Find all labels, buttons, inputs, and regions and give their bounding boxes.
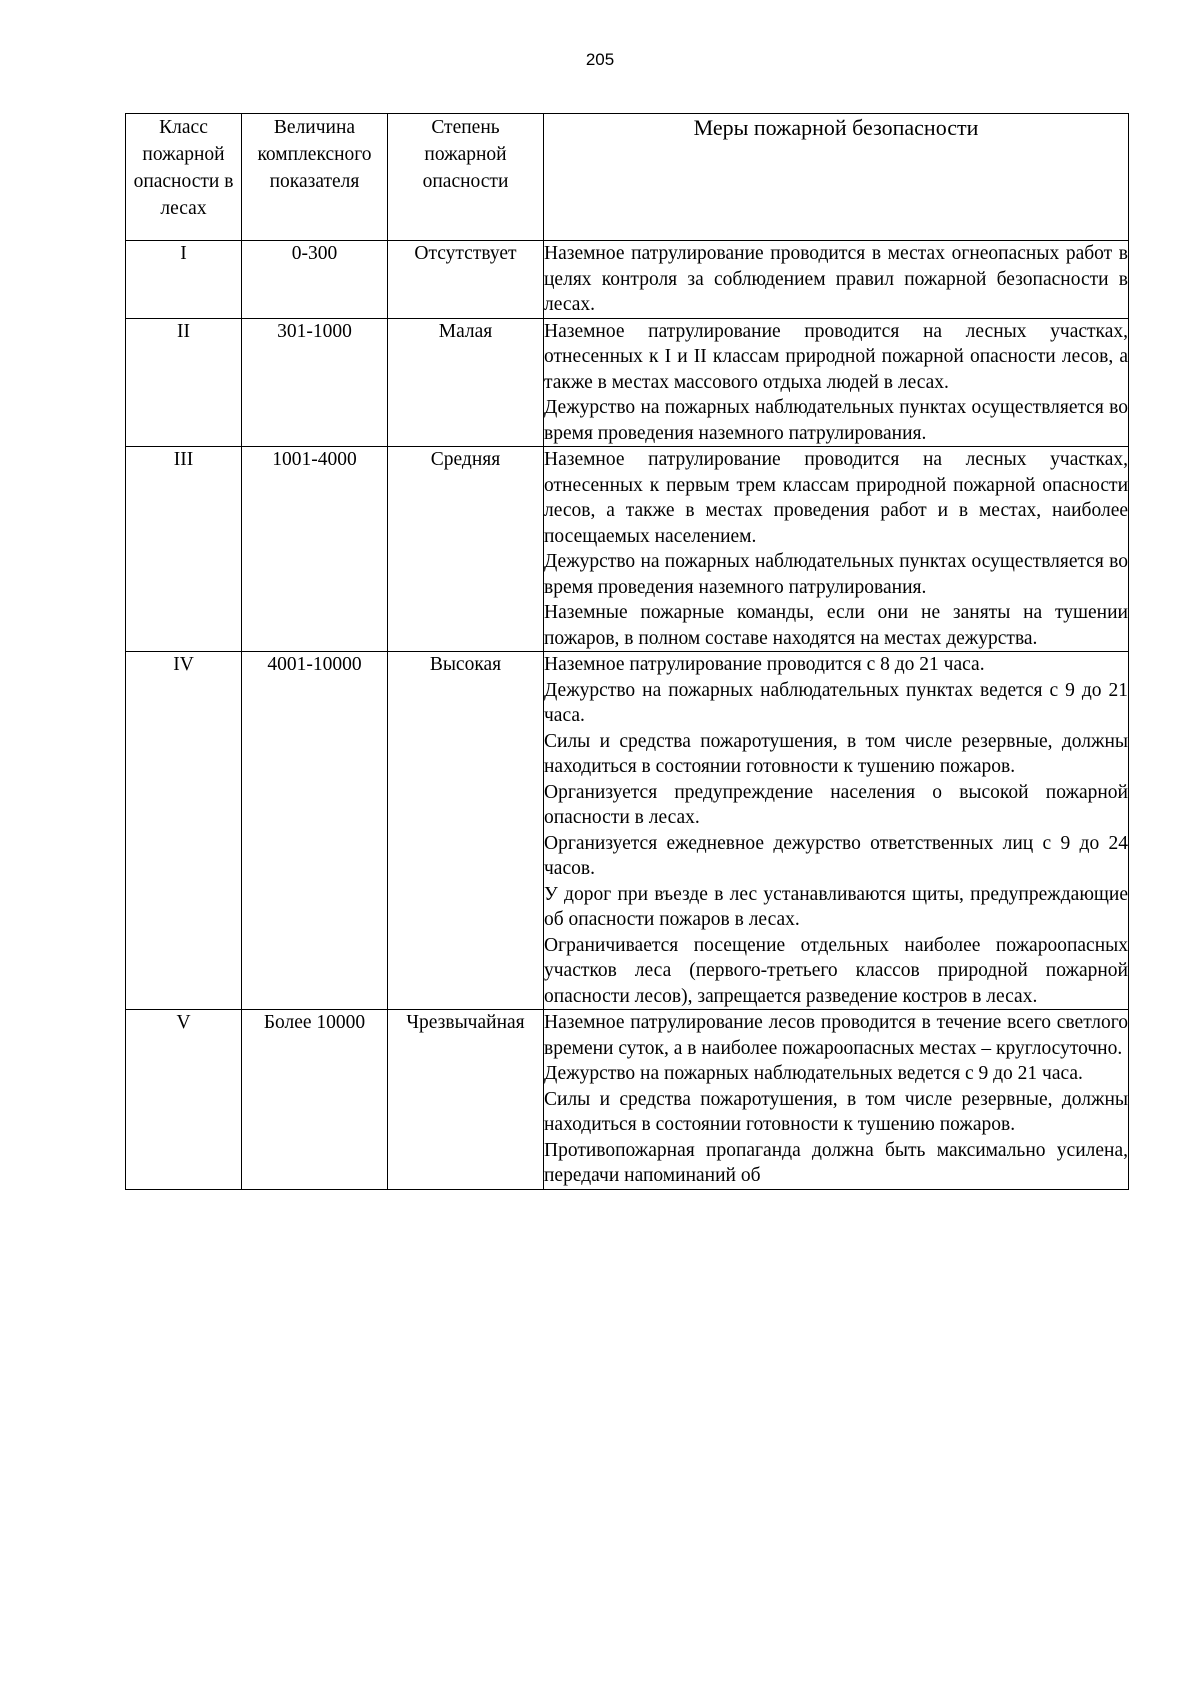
cell-measures	[544, 652, 1129, 1010]
cell-value: 4001-10000	[242, 652, 388, 1010]
table-row-class-1	[126, 241, 1129, 319]
cell-class: III	[126, 447, 242, 652]
cell-class: V	[126, 1010, 242, 1190]
cell-measures	[544, 1010, 1129, 1190]
measure-paragraph: Наземное патрулирование проводится на лесных участках, отнесенных к I и II классам природной пожарной опасности лесов, а также в местах массового отдыха людей в лесах.	[544, 320, 1128, 393]
cell-measures	[544, 447, 1129, 652]
table-row-class-4	[126, 652, 1129, 1010]
measure-paragraph: Организуется предупреждение населения о высокой пожарной опасности в лесах.	[544, 781, 1128, 828]
measure-paragraph: Наземное патрулирование лесов проводится в течение всего светлого времени суток, а в наиболее пожароопасных местах – круглосуточно.	[544, 1012, 1128, 1059]
measure-paragraph: Дежурство на пожарных наблюдательных ведется с 9 до 21 часа.	[544, 1063, 1083, 1084]
cell-degree: Средняя	[388, 447, 544, 652]
cell-degree: Малая	[388, 318, 544, 447]
cell-value: Более 10000	[242, 1010, 388, 1190]
page-number: 205	[585, 50, 615, 69]
cell-class: I	[126, 241, 242, 319]
measure-paragraph: Дежурство на пожарных наблюдательных пунктах осуществляется во время проведения наземного патрулирования.	[544, 551, 1128, 598]
measure-paragraph: Силы и средства пожаротушения, в том числе резервные, должны находиться в состоянии готовности к тушению пожаров.	[544, 730, 1128, 777]
header-value: Величина комплексного показателя	[242, 114, 388, 241]
cell-measures	[544, 318, 1129, 447]
table-row-class-5	[126, 1010, 1129, 1190]
cell-class: II	[126, 318, 242, 447]
cell-degree: Высокая	[388, 652, 544, 1010]
measure-paragraph: Противопожарная пропаганда должна быть максимально усилена, передачи напоминаний об	[544, 1139, 1128, 1186]
measure-paragraph: Дежурство на пожарных наблюдательных пунктах осуществляется во время проведения наземного патрулирования.	[544, 397, 1128, 444]
measure-paragraph: Наземное патрулирование проводится в местах огнеопасных работ в целях контроля за соблюдением правил пожарной безопасности в лесах.	[544, 243, 1128, 315]
fire-danger-table	[125, 113, 1129, 1190]
header-class: Класс пожарной опасности в лесах	[126, 114, 242, 241]
measure-paragraph: Ограничивается посещение отдельных наиболее пожароопасных участков леса (первого-третьего классов природной пожарной опасности лесов), запрещается разведение костров в лесах.	[544, 934, 1128, 1007]
cell-value: 301-1000	[242, 318, 388, 447]
table-header-row	[126, 114, 1129, 241]
measure-paragraph: Наземные пожарные команды, если они не заняты на тушении пожаров, в полном составе находятся на местах дежурства.	[544, 602, 1128, 649]
measure-paragraph: Дежурство на пожарных наблюдательных пунктах ведется с 9 до 21 часа.	[544, 679, 1128, 726]
measure-paragraph: У дорог при въезде в лес устанавливаются щиты, предупреждающие об опасности пожаров в лесах.	[544, 883, 1128, 930]
cell-degree: Чрезвычайная	[388, 1010, 544, 1190]
cell-value: 0-300	[242, 241, 388, 319]
header-degree: Степень пожарной опасности	[388, 114, 544, 241]
measure-paragraph: Организуется ежедневное дежурство ответственных лиц с 9 до 24 часов.	[544, 832, 1128, 879]
measure-paragraph: Силы и средства пожаротушения, в том числе резервные, должны находиться в состоянии готовности к тушению пожаров.	[544, 1088, 1128, 1135]
cell-class: IV	[126, 652, 242, 1010]
measure-paragraph: Наземное патрулирование проводится с 8 до 21 часа.	[544, 654, 985, 675]
table-row-class-2	[126, 318, 1129, 447]
cell-measures	[544, 241, 1129, 319]
cell-value: 1001-4000	[242, 447, 388, 652]
header-measures: Меры пожарной безопасности	[544, 114, 1129, 241]
measure-paragraph: Наземное патрулирование проводится на лесных участках, отнесенных к первым трем классам природной пожарной опасности лесов, а также в местах проведения работ и в местах, наиболее посещаемых населением.	[544, 449, 1128, 547]
table-row-class-3	[126, 447, 1129, 652]
cell-degree: Отсутствует	[388, 241, 544, 319]
